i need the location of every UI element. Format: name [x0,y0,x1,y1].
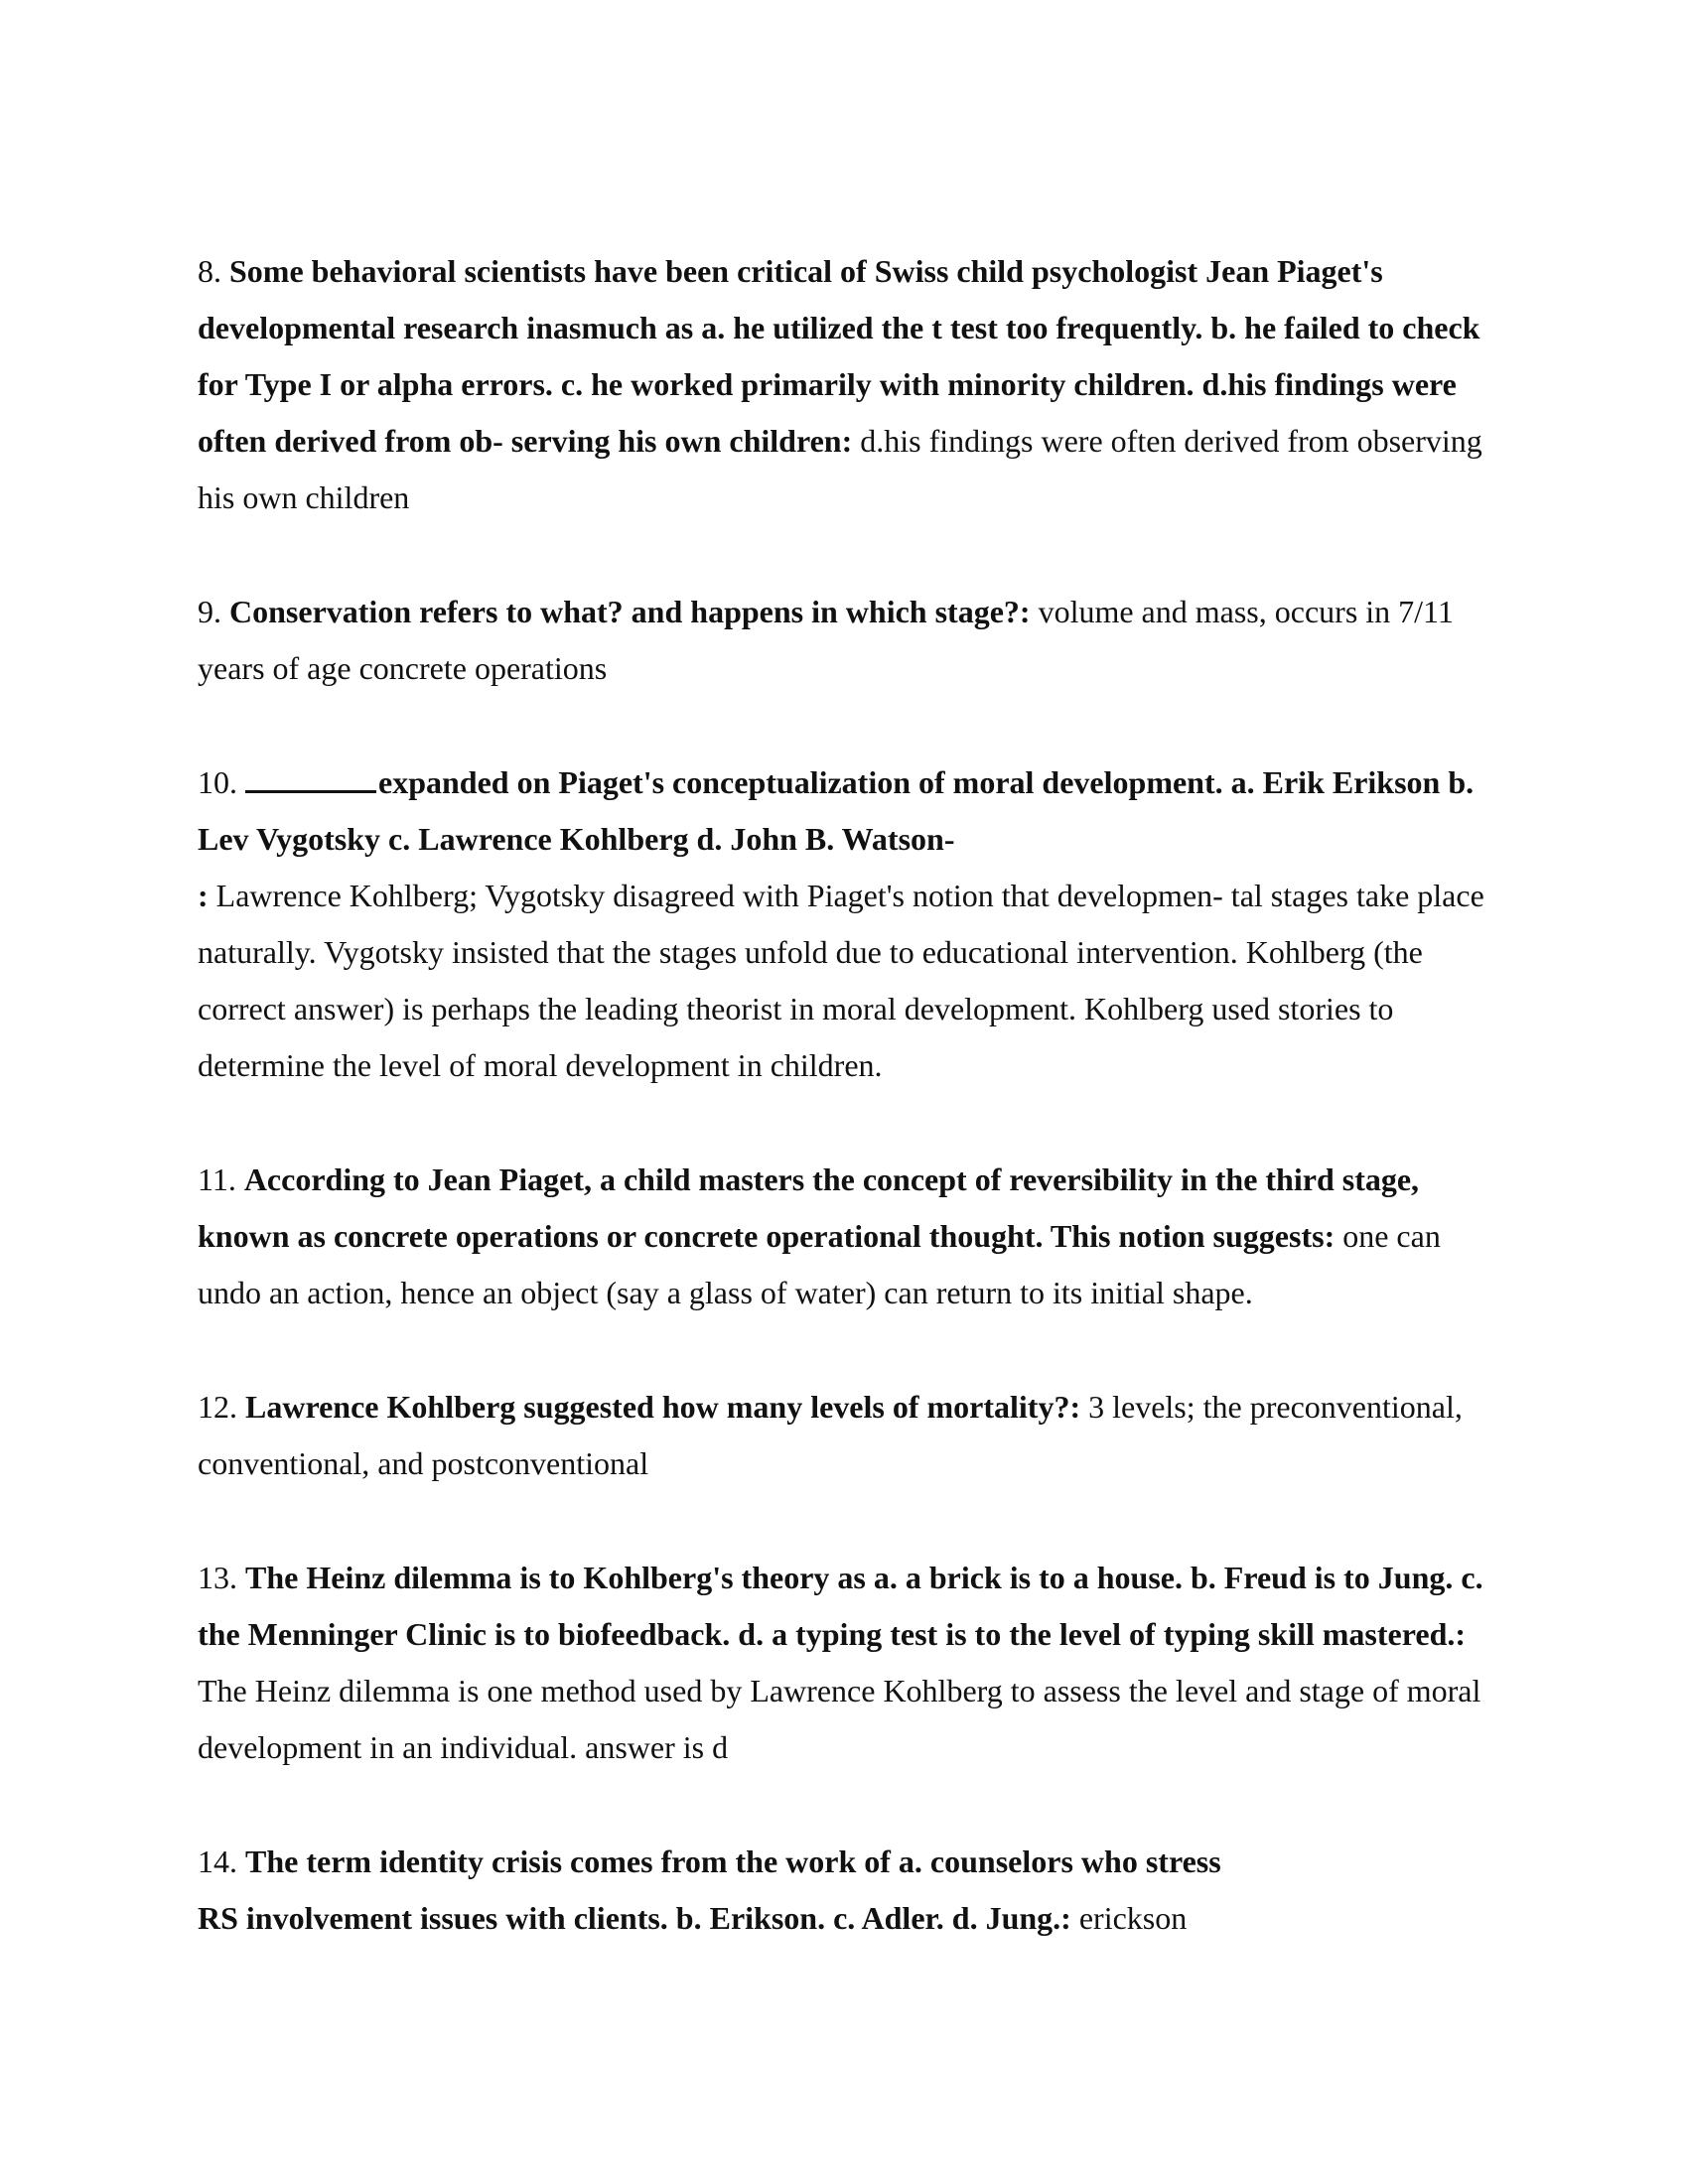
answer-text: The Heinz dilemma is one method used by Lawrence Kohlberg to assess the level and stage of moral development in an individual. answer is d [198,1673,1481,1765]
question-text: The Heinz dilemma is to Kohlberg's theory as a. a brick is to a house. b. Freud is to Jung. c. the Menninger Clinic is to biofeedback. d. a typing test is to the level of typing skill mastered.: [198,1560,1483,1652]
question-14 [198,1834,1498,1947]
question-number: 12. [198,1389,237,1425]
question-text: The term identity crisis comes from the work of a. counselors who stress [245,1843,1221,1879]
answer-text: 3 levels; the preconventional, conventional, and postconventional [198,1389,1463,1481]
question-number: 10. [198,764,237,800]
question-12 [198,1379,1498,1492]
question-text-colon: : [198,878,209,913]
question-number: 8. [198,253,221,289]
document-page [198,243,1498,2004]
answer-text: erickson [1078,1900,1188,1936]
question-number: 9. [198,594,221,629]
question-text: According to Jean Piaget, a child masters the concept of reversibility in the third stage, known as concrete operations or concrete operational thought. This notion suggests: [198,1161,1420,1254]
question-text: expanded on Piaget's conceptualization of moral development. a. Erik Erikson b. Lev Vygotsky c. Lawrence Kohlberg d. John B. Watson- [198,764,1475,857]
answer-text: Lawrence Kohlberg; Vygotsky disagreed with Piaget's notion that developmen- tal stages take place naturally. Vygotsky insisted that the stages unfold due to educational intervention. Kohlberg (the correct answer) is perhaps the leading theorist in moral development. Kohlberg used stories to determine the level of moral development in children. [198,878,1484,1083]
question-text: Lawrence Kohlberg suggested how many levels of mortality?: [245,1389,1081,1425]
question-text: Conservation refers to what? and happens in which stage?: [229,594,1031,629]
answer-text: d.his findings were often derived from observing his own children [198,423,1482,515]
question-13 [198,1550,1498,1776]
answer-text: one can undo an action, hence an object (say a glass of water) can return to its initial shape. [198,1218,1441,1310]
question-number: 11. [198,1161,236,1197]
answer-text: volume and mass, occurs in 7/11 years of age concrete operations [198,594,1454,686]
question-9 [198,584,1498,697]
question-11 [198,1152,1498,1321]
question-text: Some behavioral scientists have been critical of Swiss child psychologist Jean Piaget's developmental research inasmuch as a. he utilized the t test too frequently. b. he failed to check for Type I or alpha errors. c. he worked primarily with minority children. d.his findings were often derived from ob- serving his own children: [198,253,1480,459]
question-10 [198,754,1498,1094]
question-8 [198,243,1498,526]
question-number: 13. [198,1560,237,1595]
question-text-continued: RS involvement issues with clients. b. Erikson. c. Adler. d. Jung.: [198,1900,1071,1936]
fill-in-blank [245,764,376,793]
question-number: 14. [198,1843,237,1879]
